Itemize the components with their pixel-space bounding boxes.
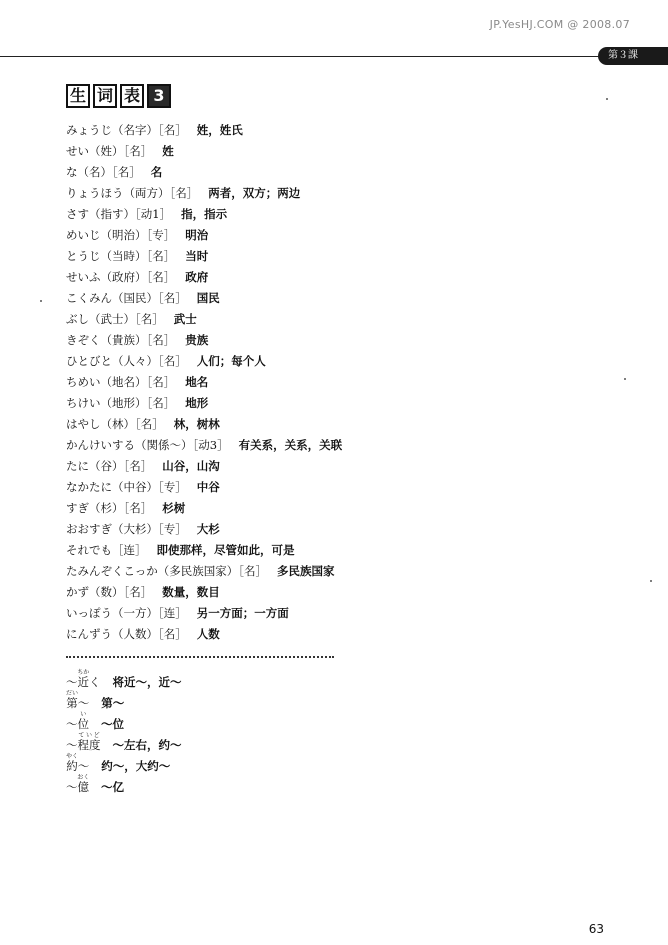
entry-reading: な（名）［名］ bbox=[66, 165, 141, 179]
entry-reading: さす（指す）［动1］ bbox=[66, 207, 172, 221]
entry-reading: にんずう（人数）［名］ bbox=[66, 627, 187, 641]
dotted-divider bbox=[66, 656, 334, 658]
scan-speck bbox=[650, 580, 652, 582]
entry-meaning: 数量，数目 bbox=[162, 585, 220, 599]
suffix-meaning: ～左右，约～ bbox=[112, 738, 182, 752]
entry-reading: とうじ（当時）［名］ bbox=[66, 249, 176, 263]
suffix-kanji: 第だい bbox=[66, 690, 79, 710]
suffix-post: ～ bbox=[77, 759, 90, 773]
entry-meaning: 当时 bbox=[185, 249, 209, 263]
vocab-entry bbox=[66, 372, 342, 393]
entry-meaning: 国民 bbox=[196, 291, 220, 305]
entry-reading: すぎ（杉）［名］ bbox=[66, 501, 153, 515]
vocab-entry bbox=[66, 225, 342, 246]
furigana: おく bbox=[77, 774, 90, 781]
vocab-entry bbox=[66, 351, 342, 372]
suffix-kanji: 位い bbox=[77, 711, 89, 731]
entry-meaning: 地形 bbox=[185, 396, 209, 410]
suffix-pre: ～ bbox=[66, 738, 78, 752]
title-number: 3 bbox=[147, 84, 171, 108]
vocab-entry bbox=[66, 603, 342, 624]
suffix-entry bbox=[66, 753, 182, 774]
entry-meaning: 林，树林 bbox=[173, 417, 220, 431]
scan-speck bbox=[624, 378, 626, 380]
vocab-entry bbox=[66, 561, 342, 582]
entry-meaning: 人数 bbox=[196, 627, 220, 641]
vocab-entry bbox=[66, 141, 342, 162]
entry-meaning: 姓 bbox=[162, 144, 174, 158]
entry-meaning: 有关系，关系，关联 bbox=[238, 438, 343, 452]
suffix-meaning: 约～，大约～ bbox=[101, 759, 171, 773]
entry-reading: はやし（林）［名］ bbox=[66, 417, 164, 431]
vocab-list bbox=[66, 120, 342, 645]
entry-reading: かず（数）［名］ bbox=[66, 585, 153, 599]
entry-reading: こくみん（国民）［名］ bbox=[66, 291, 187, 305]
suffix-entry bbox=[66, 690, 182, 711]
suffix-meaning: 第～ bbox=[101, 696, 125, 710]
suffix-entry bbox=[66, 774, 182, 795]
suffix-pre: ～ bbox=[66, 717, 78, 731]
suffix-pre: ～ bbox=[66, 780, 78, 794]
vocab-entry bbox=[66, 498, 342, 519]
vocab-entry bbox=[66, 624, 342, 645]
suffix-pre: ～ bbox=[66, 675, 78, 689]
entry-reading: たに（谷）［名］ bbox=[66, 459, 153, 473]
header-rule bbox=[0, 56, 598, 57]
entry-reading: ちけい（地形）［名］ bbox=[66, 396, 176, 410]
vocab-entry bbox=[66, 120, 342, 141]
vocab-entry bbox=[66, 393, 342, 414]
entry-meaning: 明治 bbox=[185, 228, 209, 242]
vocab-entry bbox=[66, 477, 342, 498]
vocab-entry bbox=[66, 540, 342, 561]
entry-meaning: 两者，双方；两边 bbox=[208, 186, 301, 200]
entry-reading: ひとびと（人々）［名］ bbox=[66, 354, 187, 368]
furigana: だい bbox=[66, 690, 79, 697]
suffix-meaning: 将近～，近～ bbox=[112, 675, 182, 689]
title-char: 生 bbox=[66, 84, 90, 108]
vocab-entry bbox=[66, 582, 342, 603]
suffix-entry bbox=[66, 669, 182, 690]
entry-reading: ぶし（武士）［名］ bbox=[66, 312, 164, 326]
entry-reading: それでも［连］ bbox=[66, 543, 147, 557]
entry-reading: みょうじ（名字）［名］ bbox=[66, 123, 187, 137]
furigana: やく bbox=[66, 753, 79, 760]
suffix-kanji: 程度ていど bbox=[77, 732, 101, 752]
vocab-entry bbox=[66, 456, 342, 477]
entry-reading: りょうほう（両方）［名］ bbox=[66, 186, 199, 200]
scan-speck bbox=[606, 98, 608, 100]
entry-reading: たみんぞくこっか（多民族国家）［名］ bbox=[66, 564, 268, 578]
entry-meaning: 政府 bbox=[185, 270, 209, 284]
vocab-title bbox=[66, 84, 171, 108]
entry-meaning: 另一方面；一方面 bbox=[196, 606, 289, 620]
vocab-entry bbox=[66, 288, 342, 309]
suffix-meaning: ～位 bbox=[101, 717, 124, 731]
entry-meaning: 大杉 bbox=[196, 522, 220, 536]
scan-speck bbox=[40, 300, 42, 302]
suffix-kanji: 億おく bbox=[77, 774, 90, 794]
entry-reading: ちめい（地名）［名］ bbox=[66, 375, 176, 389]
suffix-meaning: ～亿 bbox=[101, 780, 124, 794]
vocab-entry bbox=[66, 519, 342, 540]
vocab-entry bbox=[66, 435, 342, 456]
vocab-entry bbox=[66, 414, 342, 435]
furigana: い bbox=[77, 711, 89, 718]
lesson-tab: 第３課 bbox=[598, 47, 668, 65]
watermark: JP.YesHJ.COM @ 2008.07 bbox=[489, 18, 630, 31]
entry-meaning: 地名 bbox=[185, 375, 209, 389]
entry-reading: せい（姓）［名］ bbox=[66, 144, 153, 158]
entry-meaning: 中谷 bbox=[196, 480, 220, 494]
suffix-kanji: 近ちか bbox=[77, 669, 90, 689]
entry-meaning: 多民族国家 bbox=[277, 564, 335, 578]
entry-reading: きぞく（貴族）［名］ bbox=[66, 333, 176, 347]
vocab-entry bbox=[66, 246, 342, 267]
furigana: ていど bbox=[77, 732, 101, 739]
entry-meaning: 即使那样，尽管如此，可是 bbox=[156, 543, 295, 557]
vocab-entry bbox=[66, 309, 342, 330]
vocab-entry bbox=[66, 330, 342, 351]
furigana: ちか bbox=[77, 669, 90, 676]
suffix-kanji: 約やく bbox=[66, 753, 79, 773]
entry-reading: いっぽう（一方）［连］ bbox=[66, 606, 187, 620]
suffix-list bbox=[66, 669, 182, 795]
entry-reading: なかたに（中谷）［专］ bbox=[66, 480, 187, 494]
suffix-entry bbox=[66, 711, 182, 732]
entry-meaning: 名 bbox=[150, 165, 163, 179]
entry-meaning: 姓，姓氏 bbox=[196, 123, 243, 137]
entry-reading: めいじ（明治）［专］ bbox=[66, 228, 176, 242]
vocab-entry bbox=[66, 183, 342, 204]
suffix-post: ～ bbox=[77, 696, 90, 710]
vocab-entry bbox=[66, 204, 342, 225]
title-char: 表 bbox=[120, 84, 144, 108]
vocab-entry bbox=[66, 162, 342, 183]
entry-reading: せいふ（政府）［名］ bbox=[66, 270, 176, 284]
suffix-post: く bbox=[89, 675, 101, 689]
entry-meaning: 人们；每个人 bbox=[196, 354, 266, 368]
suffix-entry bbox=[66, 732, 182, 753]
entry-meaning: 指，指示 bbox=[181, 207, 228, 221]
entry-meaning: 贵族 bbox=[185, 333, 209, 347]
entry-meaning: 武士 bbox=[173, 312, 197, 326]
vocab-entry bbox=[66, 267, 342, 288]
page-number: 63 bbox=[588, 922, 604, 936]
entry-reading: おおすぎ（大杉）［专］ bbox=[66, 522, 187, 536]
entry-reading: かんけいする（関係～）［动3］ bbox=[66, 438, 229, 452]
entry-meaning: 山谷，山沟 bbox=[162, 459, 220, 473]
title-char: 词 bbox=[93, 84, 117, 108]
entry-meaning: 杉树 bbox=[162, 501, 186, 515]
